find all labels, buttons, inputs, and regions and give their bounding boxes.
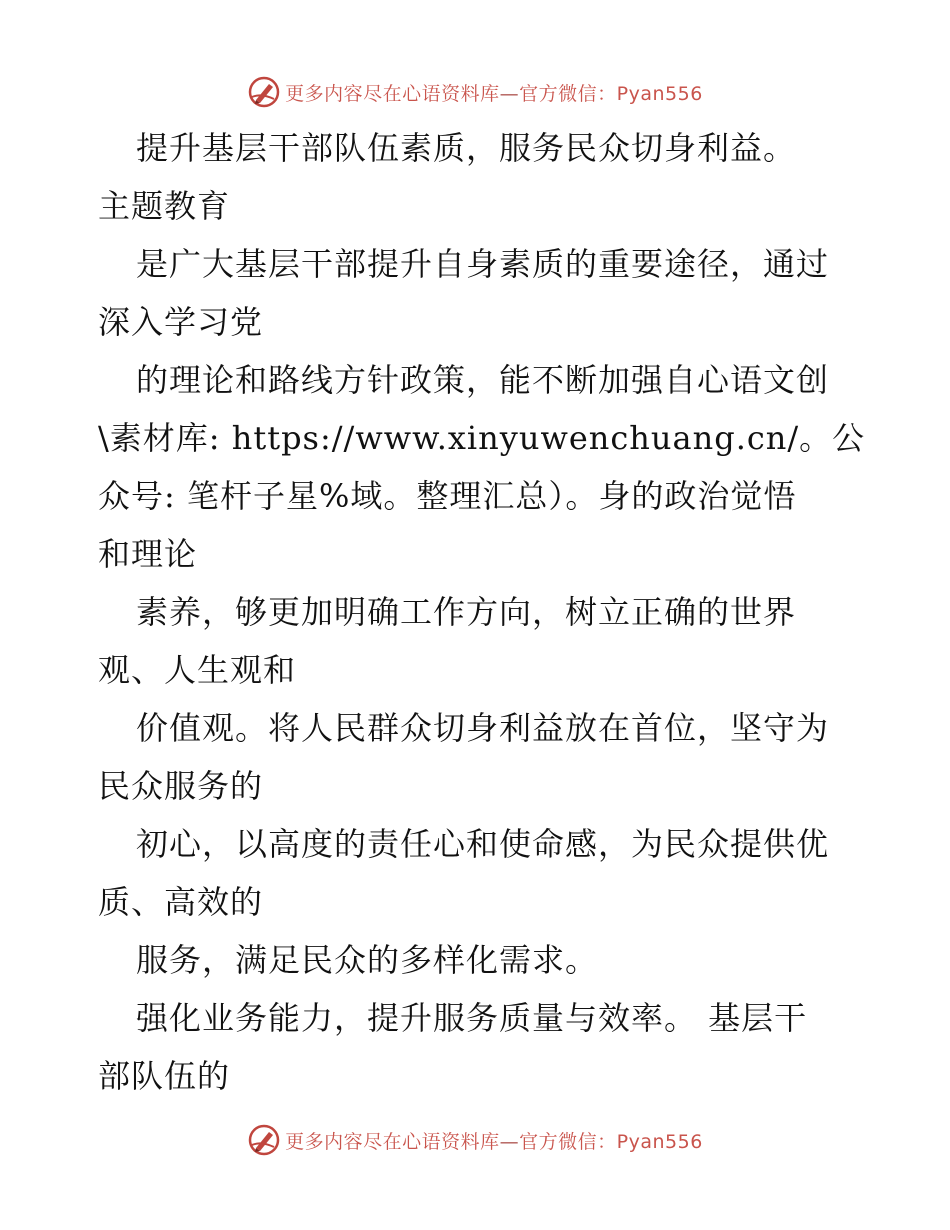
header-wechat-text: 官方微信：Pyan556 <box>519 82 703 105</box>
body-line: 观、人生观和 <box>98 651 297 689</box>
body-line: 提升基层干部队伍素质，服务民众切身利益。 <box>136 129 797 167</box>
body-line: 强化业务能力，提升服务质量与效率。 基层干 <box>136 999 808 1037</box>
body-line: 素养，够更加明确工作方向，树立正确的世界 <box>136 593 797 631</box>
body-line: 服务，满足民众的多样化需求。 <box>136 941 599 979</box>
body-line: 质、高效的 <box>98 883 264 921</box>
body-line: 和理论 <box>98 535 198 573</box>
body-line: \素材库: https://www.xinyuwenchuang.cn/。公 <box>98 419 866 457</box>
body-line: 价值观。将人民群众切身利益放在首位，坚守为 <box>136 709 830 747</box>
footer-separator: — <box>499 1130 520 1153</box>
body-line: 部队伍的 <box>98 1057 231 1095</box>
pen-logo-icon <box>247 75 281 109</box>
body-line: 是广大基层干部提升自身素质的重要途径，通过 <box>136 245 830 283</box>
body-line: 初心，以高度的责任心和使命感，为民众提供优 <box>136 825 830 863</box>
body-line: 的理论和路线方针政策，能不断加强自心语文创 <box>136 361 830 399</box>
header-separator: — <box>499 82 520 105</box>
header-banner <box>0 72 950 112</box>
body-line: 深入学习党 <box>98 303 264 341</box>
document-body <box>98 119 866 1105</box>
body-line: 主题教育 <box>98 187 231 225</box>
footer-banner <box>0 1120 950 1160</box>
header-text <box>285 79 703 106</box>
body-line: 民众服务的 <box>98 767 264 805</box>
header-site-text: 更多内容尽在心语资料库 <box>285 82 500 105</box>
footer-site-text: 更多内容尽在心语资料库 <box>285 1130 500 1153</box>
footer-text <box>285 1127 703 1154</box>
body-line: 众号: 笔杆子星%域。整理汇总）。身的政治觉悟 <box>98 477 797 515</box>
footer-wechat-text: 官方微信：Pyan556 <box>519 1130 703 1153</box>
pen-logo-icon <box>247 1123 281 1157</box>
